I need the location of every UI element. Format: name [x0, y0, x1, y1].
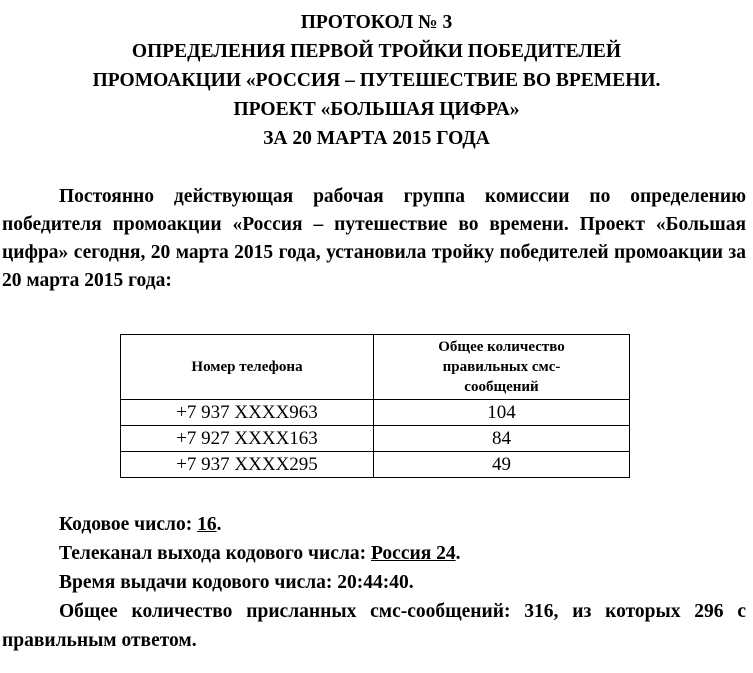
- result-info: [2, 510, 746, 655]
- title-line-5: ЗА 20 МАРТА 2015 ГОДА: [263, 128, 490, 149]
- intro-paragraph: Постоянно действующая рабочая группа комиссии по определению победителя промоакции «Россия – путешествие во времени. Проект «Большая цифра» сегодня, 20 марта 2015 года, установила тройку победителей промоакции за 20 марта 2015 года:: [2, 186, 746, 291]
- header-phone-number: Номер телефона: [121, 335, 374, 400]
- total-line: [2, 597, 746, 655]
- title-line-3: ПРОМОАКЦИИ «РОССИЯ – ПУТЕШЕСТВИЕ ВО ВРЕМЕНИ.: [92, 70, 661, 91]
- time-label: Время выдачи кодового числа:: [59, 572, 338, 593]
- winners-table: [120, 334, 630, 478]
- code-number-value: 16: [197, 514, 217, 535]
- channel-label: Телеканал выхода кодового числа:: [59, 543, 371, 564]
- document-title: [0, 8, 753, 153]
- count-cell: 49: [374, 452, 630, 478]
- total-middle: , из которых: [553, 601, 695, 622]
- channel-line: [2, 539, 746, 568]
- table-row: [121, 400, 630, 426]
- time-line: [2, 568, 746, 597]
- channel-suffix: .: [455, 543, 461, 564]
- code-number-line: [2, 510, 746, 539]
- title-line-2: ОПРЕДЕЛЕНИЯ ПЕРВОЙ ТРОЙКИ ПОБЕДИТЕЛЕЙ: [131, 41, 622, 62]
- phone-cell: +7 937 XXXX963: [121, 400, 374, 426]
- total-suffix: с правильным ответом.: [2, 601, 746, 651]
- total-count: 316: [524, 601, 554, 622]
- phone-cell: +7 927 XXXX163: [121, 426, 374, 452]
- table-header-row: [121, 335, 630, 400]
- title-line-1: ПРОТОКОЛ № 3: [300, 12, 453, 33]
- table-row: [121, 426, 630, 452]
- time-suffix: .: [408, 572, 414, 593]
- time-value: 20:44:40: [337, 572, 409, 593]
- header-sms-count-text: Общее количество правильных смс-сообщений: [438, 339, 565, 395]
- total-correct: 296: [694, 601, 724, 622]
- phone-cell: +7 937 XXXX295: [121, 452, 374, 478]
- code-number-suffix: .: [216, 514, 222, 535]
- title-line-4: ПРОЕКТ «БОЛЬШАЯ ЦИФРА»: [233, 99, 520, 120]
- count-cell: 104: [374, 400, 630, 426]
- code-number-label: Кодовое число:: [59, 514, 198, 535]
- header-sms-count: [374, 335, 630, 400]
- total-label: Общее количество присланных смс-сообщений:: [59, 601, 525, 622]
- count-cell: 84: [374, 426, 630, 452]
- channel-value: Россия 24: [371, 543, 456, 564]
- table-row: [121, 452, 630, 478]
